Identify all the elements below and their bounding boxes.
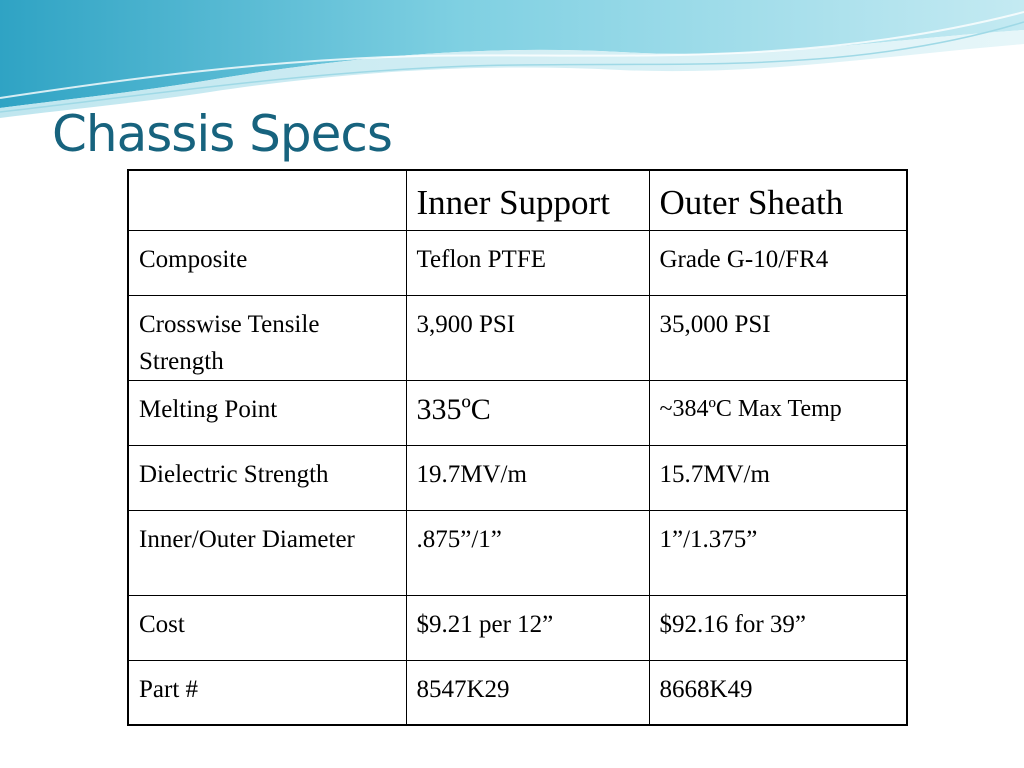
table-row bbox=[128, 660, 907, 725]
row-label: Dielectric Strength bbox=[128, 445, 406, 510]
row-label: Crosswise Tensile Strength bbox=[128, 295, 406, 380]
table-header-row bbox=[128, 170, 907, 230]
row-label: Part # bbox=[128, 660, 406, 725]
header-cell-empty bbox=[128, 170, 406, 230]
slide-title: Chassis Specs bbox=[52, 105, 392, 163]
chassis-specs-table bbox=[127, 169, 908, 726]
table-row bbox=[128, 595, 907, 660]
outer-sheath-value: 1”/1.375” bbox=[649, 510, 907, 595]
table-row bbox=[128, 445, 907, 510]
header-cell-outer-sheath: Outer Sheath bbox=[649, 170, 907, 230]
table-row bbox=[128, 230, 907, 295]
table-row bbox=[128, 295, 907, 380]
row-label: Composite bbox=[128, 230, 406, 295]
outer-sheath-value: ~384ºC Max Temp bbox=[649, 380, 907, 445]
inner-support-value: .875”/1” bbox=[406, 510, 649, 595]
inner-support-value: 8547K29 bbox=[406, 660, 649, 725]
table-row bbox=[128, 510, 907, 595]
inner-support-value: 19.7MV/m bbox=[406, 445, 649, 510]
table-row bbox=[128, 380, 907, 445]
row-label: Cost bbox=[128, 595, 406, 660]
header-cell-inner-support: Inner Support bbox=[406, 170, 649, 230]
outer-sheath-value: 15.7MV/m bbox=[649, 445, 907, 510]
inner-support-value: 3,900 PSI bbox=[406, 295, 649, 380]
row-label: Melting Point bbox=[128, 380, 406, 445]
inner-support-value: 335ºC bbox=[406, 380, 649, 445]
outer-sheath-value: Grade G-10/FR4 bbox=[649, 230, 907, 295]
outer-sheath-value: 35,000 PSI bbox=[649, 295, 907, 380]
inner-support-value: $9.21 per 12” bbox=[406, 595, 649, 660]
outer-sheath-value: $92.16 for 39” bbox=[649, 595, 907, 660]
row-label: Inner/Outer Diameter bbox=[128, 510, 406, 595]
outer-sheath-value: 8668K49 bbox=[649, 660, 907, 725]
inner-support-value: Teflon PTFE bbox=[406, 230, 649, 295]
